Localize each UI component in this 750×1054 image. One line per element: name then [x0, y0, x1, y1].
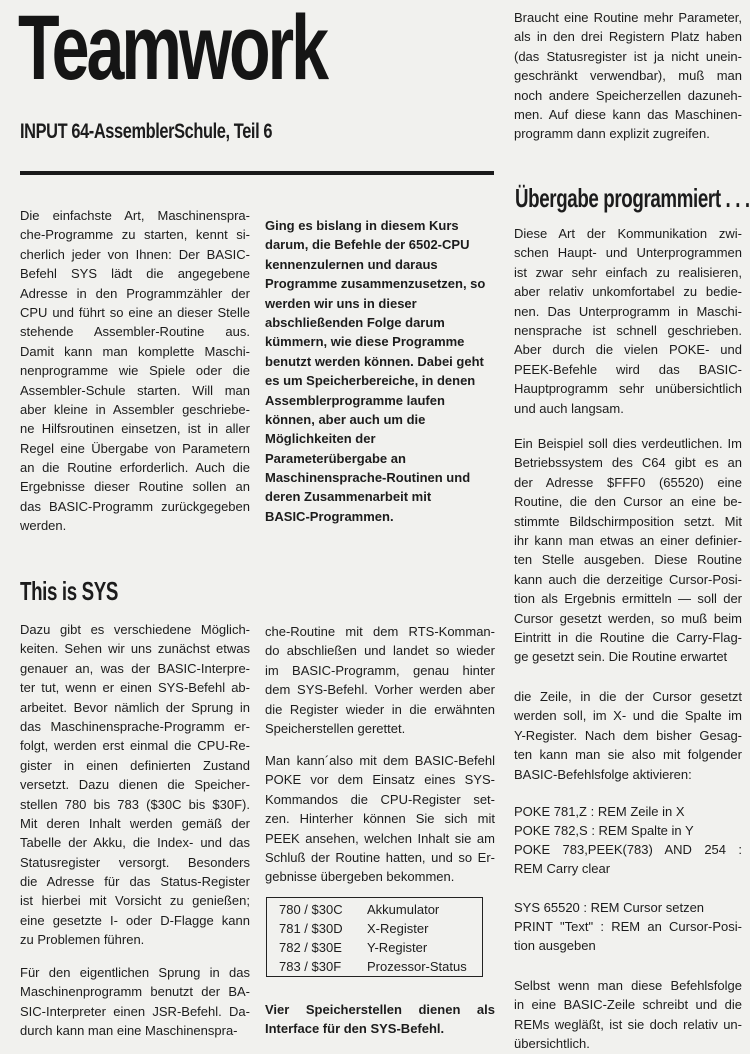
text-line: Ging es bislang in diesem Kurs	[265, 218, 459, 233]
text-line: versetzt. Dazu dienen die Speicher-	[20, 777, 250, 793]
text-line: nenprogramme wie Spiele oder die	[20, 363, 250, 379]
text-line: CPU und führt so eine an dieser Stelle	[20, 304, 250, 320]
text-line: cherlich jeder von Ihnen: Der BASIC-	[20, 246, 250, 262]
text-line: Hauptprogramm sehr unübersichtlich	[514, 381, 742, 397]
text-line: Für den eigentlichen Sprung in das	[20, 965, 250, 980]
text-line: SIC-Interpreter einen JSR-Befehl. Da-	[20, 1003, 250, 1019]
text-line: werden soll, im X- und die Spalte im	[514, 708, 742, 724]
text-line: nensprache ist schnell geschrieben.	[514, 322, 742, 338]
text-line: Assemblerprogramme laufen	[265, 392, 445, 408]
text-line: Eintritt in die Routine die Carry-Flag-	[514, 629, 742, 645]
code-line	[514, 898, 742, 917]
text-line: dem SYS-Befehl. Vorher werden aber	[265, 682, 495, 698]
text-line: gister in einen definierten Zustand	[20, 757, 250, 773]
text-line: folgt, werden erst einmal die CPU-Re-	[20, 738, 250, 754]
text-line: nen. Das Unterprogramm in Maschi-	[514, 303, 742, 319]
code-line	[514, 917, 742, 956]
text-line: ist zwar sehr einfach zu realisieren,	[514, 264, 742, 280]
text-line: Betriebssystem des C64 gibt es an	[514, 455, 742, 471]
register-address: 782 / $30E	[279, 940, 342, 955]
text-line: aber kleine in Assembler geschriebe-	[20, 401, 250, 417]
text-line: Tabelle der Akku, die Index- und das	[20, 835, 250, 851]
text-line: Selbst wenn man diese Befehlsfolge	[514, 978, 742, 993]
text-line: der Adresse $FFF0 (65520) eine	[514, 474, 742, 490]
text-line: Regel eine Übergabe von Parametern	[20, 440, 250, 456]
text-line: die Register wieder in die erwähnten	[265, 701, 495, 717]
table-row	[267, 900, 482, 919]
text-line: REM Carry clear	[514, 861, 611, 877]
text-line: benutzt werden können. Dabei geht	[265, 353, 484, 369]
text-line: Damit kann man komplette Maschi-	[20, 343, 250, 359]
text-line: Statusregister versorgt. Besonders	[20, 854, 250, 870]
code-line	[514, 840, 742, 879]
text-line: Braucht eine Routine mehr Parameter,	[514, 10, 742, 25]
text-line: ten kann man sie also mit folgender	[514, 747, 742, 763]
text-line: POKE 782,S : REM Spalte in Y	[514, 823, 694, 838]
text-line: kümmern, wie diese Programme	[265, 334, 465, 350]
paragraph	[20, 620, 250, 950]
text-line: Speicherstellen gerettet.	[265, 720, 406, 736]
text-line: che-Programme zu starten, kennt si-	[20, 227, 250, 243]
text-line: ge gesetzt sein. Die Routine erwartet	[514, 649, 728, 665]
text-line: werden wir uns in dieser	[265, 295, 417, 311]
code-line	[514, 821, 742, 840]
register-table	[266, 897, 483, 977]
text-line: zen. Hinterher können Sie sich mit	[265, 811, 495, 827]
text-line: Maschinensprache-Routinen und	[265, 470, 471, 486]
text-line: tion ausgeben	[514, 938, 596, 954]
text-line: zu Problemen führen.	[20, 932, 145, 948]
text-line: noch andere Speicherzellen dazuneh-	[514, 87, 742, 103]
text-line: che-Routine mit dem RTS-Komman-	[265, 624, 495, 639]
text-line: Adresse in den Programmzähler der	[20, 285, 250, 301]
register-address: 781 / $30D	[279, 921, 343, 936]
text-line: (das Statusregister ist ja nicht unein-	[514, 48, 742, 64]
text-line: Befehl SYS lädt die angegebene	[20, 266, 250, 282]
register-name: Prozessor-Status	[367, 959, 467, 974]
text-line: stimmte Bildschirmposition setzt. Mit	[514, 513, 742, 529]
text-line: POKE vor dem Einsatz eines SYS-	[265, 772, 495, 788]
register-name: X-Register	[367, 921, 429, 936]
text-line: Möglichkeiten der	[265, 431, 376, 447]
text-line: POKE 781,Z : REM Zeile in X	[514, 804, 685, 819]
section-heading: Übergabe programmiert . . .	[515, 183, 750, 213]
paragraph	[20, 206, 250, 536]
text-line: Die einfachste Art, Maschinenspra-	[20, 208, 250, 223]
text-line: aber relativ unkomfortabel zu bedie-	[514, 284, 742, 300]
paragraph	[20, 963, 250, 1041]
text-line: Kommandos die CPU-Register set-	[265, 791, 495, 807]
text-line: stehende Assembler-Routine aus.	[20, 324, 250, 340]
paragraph	[514, 8, 742, 144]
text-line: geschränkt verwendbar), muß man	[514, 68, 742, 84]
text-line: die Zeile, in die der Cursor gesetzt	[514, 689, 742, 704]
text-line: Diese Art der Kommunikation zwi-	[514, 226, 742, 241]
text-line: do abschließen und landet so wieder	[265, 643, 495, 659]
paragraph	[514, 976, 742, 1054]
text-line: können, aber auch um die	[265, 411, 426, 427]
table-row	[267, 938, 482, 957]
text-line: kennenzulernen und daraus	[265, 256, 438, 272]
text-line: Programme zusammenzusetzen, so	[265, 276, 486, 292]
text-line: Maschinenprogramm benutzt der BA-	[20, 984, 250, 1000]
text-line: an die Routine erforderlich. Auch die	[20, 460, 250, 476]
title-rule	[20, 171, 494, 175]
text-line: und auch langsam.	[514, 400, 624, 416]
text-line: als in den drei Registern Platz haben	[514, 29, 742, 45]
text-line: Dazu gibt es verschiedene Möglich-	[20, 622, 250, 637]
text-line: werden.	[20, 518, 67, 534]
text-line: ist hierbei mit Vorsicht zu genießen;	[20, 893, 250, 909]
text-line: im BASIC-Programm, genau hinter	[265, 662, 495, 678]
text-line: REMs wegläßt, ist sie doch relativ un-	[514, 1016, 742, 1032]
text-line: genauer an, was der BASIC-Interpre-	[20, 660, 250, 676]
text-line: es um Speicherbereiche, in denen	[265, 373, 476, 389]
text-line: Aber durch die vielen POKE- und	[514, 342, 742, 358]
paragraph	[265, 622, 495, 738]
text-line: die Adresse für das Status-Register	[20, 874, 250, 890]
text-line: in eine BASIC-Zeile schreibt und die	[514, 997, 742, 1013]
paragraph	[265, 751, 495, 887]
text-line: schen Haupt- und Unterprogrammen	[514, 245, 742, 261]
text-line: Y-Register. Nach dem bisher Gesag-	[514, 727, 742, 743]
text-line: das Maschinensprache-Programm er-	[20, 718, 250, 734]
text-line: durch kann man eine Maschinenspra-	[20, 1023, 238, 1039]
text-line: Schluß der Routine hatten, und so Er-	[265, 849, 495, 865]
text-line: Parameterübergabe an	[265, 450, 406, 466]
text-line: das BASIC-Programm zurückgegeben	[20, 498, 250, 514]
text-line: ten Stelle ausgeben. Diese Routine	[514, 552, 742, 568]
text-line: stellen 780 bis 783 ($30C bis $30F).	[20, 796, 250, 812]
text-line: ne Hilfsroutinen einsetzen, ist in aller	[20, 421, 250, 437]
text-line: Interface für den SYS-Befehl.	[265, 1021, 445, 1037]
text-line: Vier Speicherstellen dienen als	[265, 1002, 495, 1017]
text-line: POKE 783,PEEK(783) AND 254 :	[514, 842, 742, 857]
text-line: deren Zusammenarbeit mit	[265, 489, 432, 505]
text-line: darum, die Befehle der 6502-CPU	[265, 237, 470, 253]
text-line: PRINT "Text" : REM an Cursor-Posi-	[514, 919, 742, 934]
article-title: Teamwork	[18, 0, 327, 99]
code-line	[514, 802, 742, 821]
table-row	[267, 957, 482, 976]
register-name: Akkumulator	[367, 902, 440, 917]
text-line: abschließenden Folge darum	[265, 314, 445, 330]
text-line: PEEK-Befehle wird das BASIC-	[514, 361, 742, 377]
text-line: Ergebnisse dieser Routine sollen an	[20, 479, 250, 495]
text-line: Assembler-Schule starten. Will man	[20, 382, 250, 398]
text-line: Mit deren Inhalt werden gemäß der	[20, 815, 250, 831]
section-heading: This is SYS	[20, 576, 118, 606]
text-line: ihr kann man etwas an einer definier-	[514, 532, 742, 548]
text-line: SYS 65520 : REM Cursor setzen	[514, 900, 705, 915]
text-line: kann auch die derzeitige Cursor-Posi-	[514, 571, 742, 587]
text-line: Routine, die den Cursor an eine be-	[514, 494, 742, 510]
article-subtitle: INPUT 64-AssemblerSchule, Teil 6	[20, 120, 273, 143]
text-line: arbeitet. Bevor nämlich der Sprung in	[20, 699, 250, 715]
text-line: programm dann explizit zugreifen.	[514, 126, 710, 142]
intro-paragraph	[265, 216, 495, 526]
text-line: Cursor gesetzt werden, so muß beim	[514, 610, 742, 626]
text-line: übersichtlich.	[514, 1036, 590, 1052]
register-address: 780 / $30C	[279, 902, 343, 917]
paragraph	[514, 224, 742, 418]
text-line: tion als Ergebnis ermitteln — soll der	[514, 591, 742, 607]
text-line: BASIC-Programmen.	[265, 508, 394, 524]
text-line: BASIC-Befehlsfolge aktivieren:	[514, 766, 692, 782]
paragraph	[514, 687, 742, 784]
table-caption	[265, 1000, 495, 1039]
text-line: Man kann´also mit dem BASIC-Befehl	[265, 753, 495, 768]
table-row	[267, 919, 482, 938]
register-name: Y-Register	[367, 940, 428, 955]
text-line: eine gesetzte I- oder D-Flagge kann	[20, 912, 250, 928]
paragraph	[514, 434, 742, 667]
text-line: gebnisse übergeben bekommen.	[265, 869, 455, 885]
text-line: ter tut, wenn er einen SYS-Befehl ab-	[20, 680, 250, 696]
text-line: keiten. Sehen wir uns zunächst etwas	[20, 641, 250, 657]
text-line: PEEK ansehen, welchen Inhalt sie am	[265, 830, 495, 846]
text-line: men. Auf diese kann das Maschinen-	[514, 106, 742, 122]
text-line: Ein Beispiel soll dies verdeutlichen. Im	[514, 436, 742, 451]
register-address: 783 / $30F	[279, 959, 342, 974]
